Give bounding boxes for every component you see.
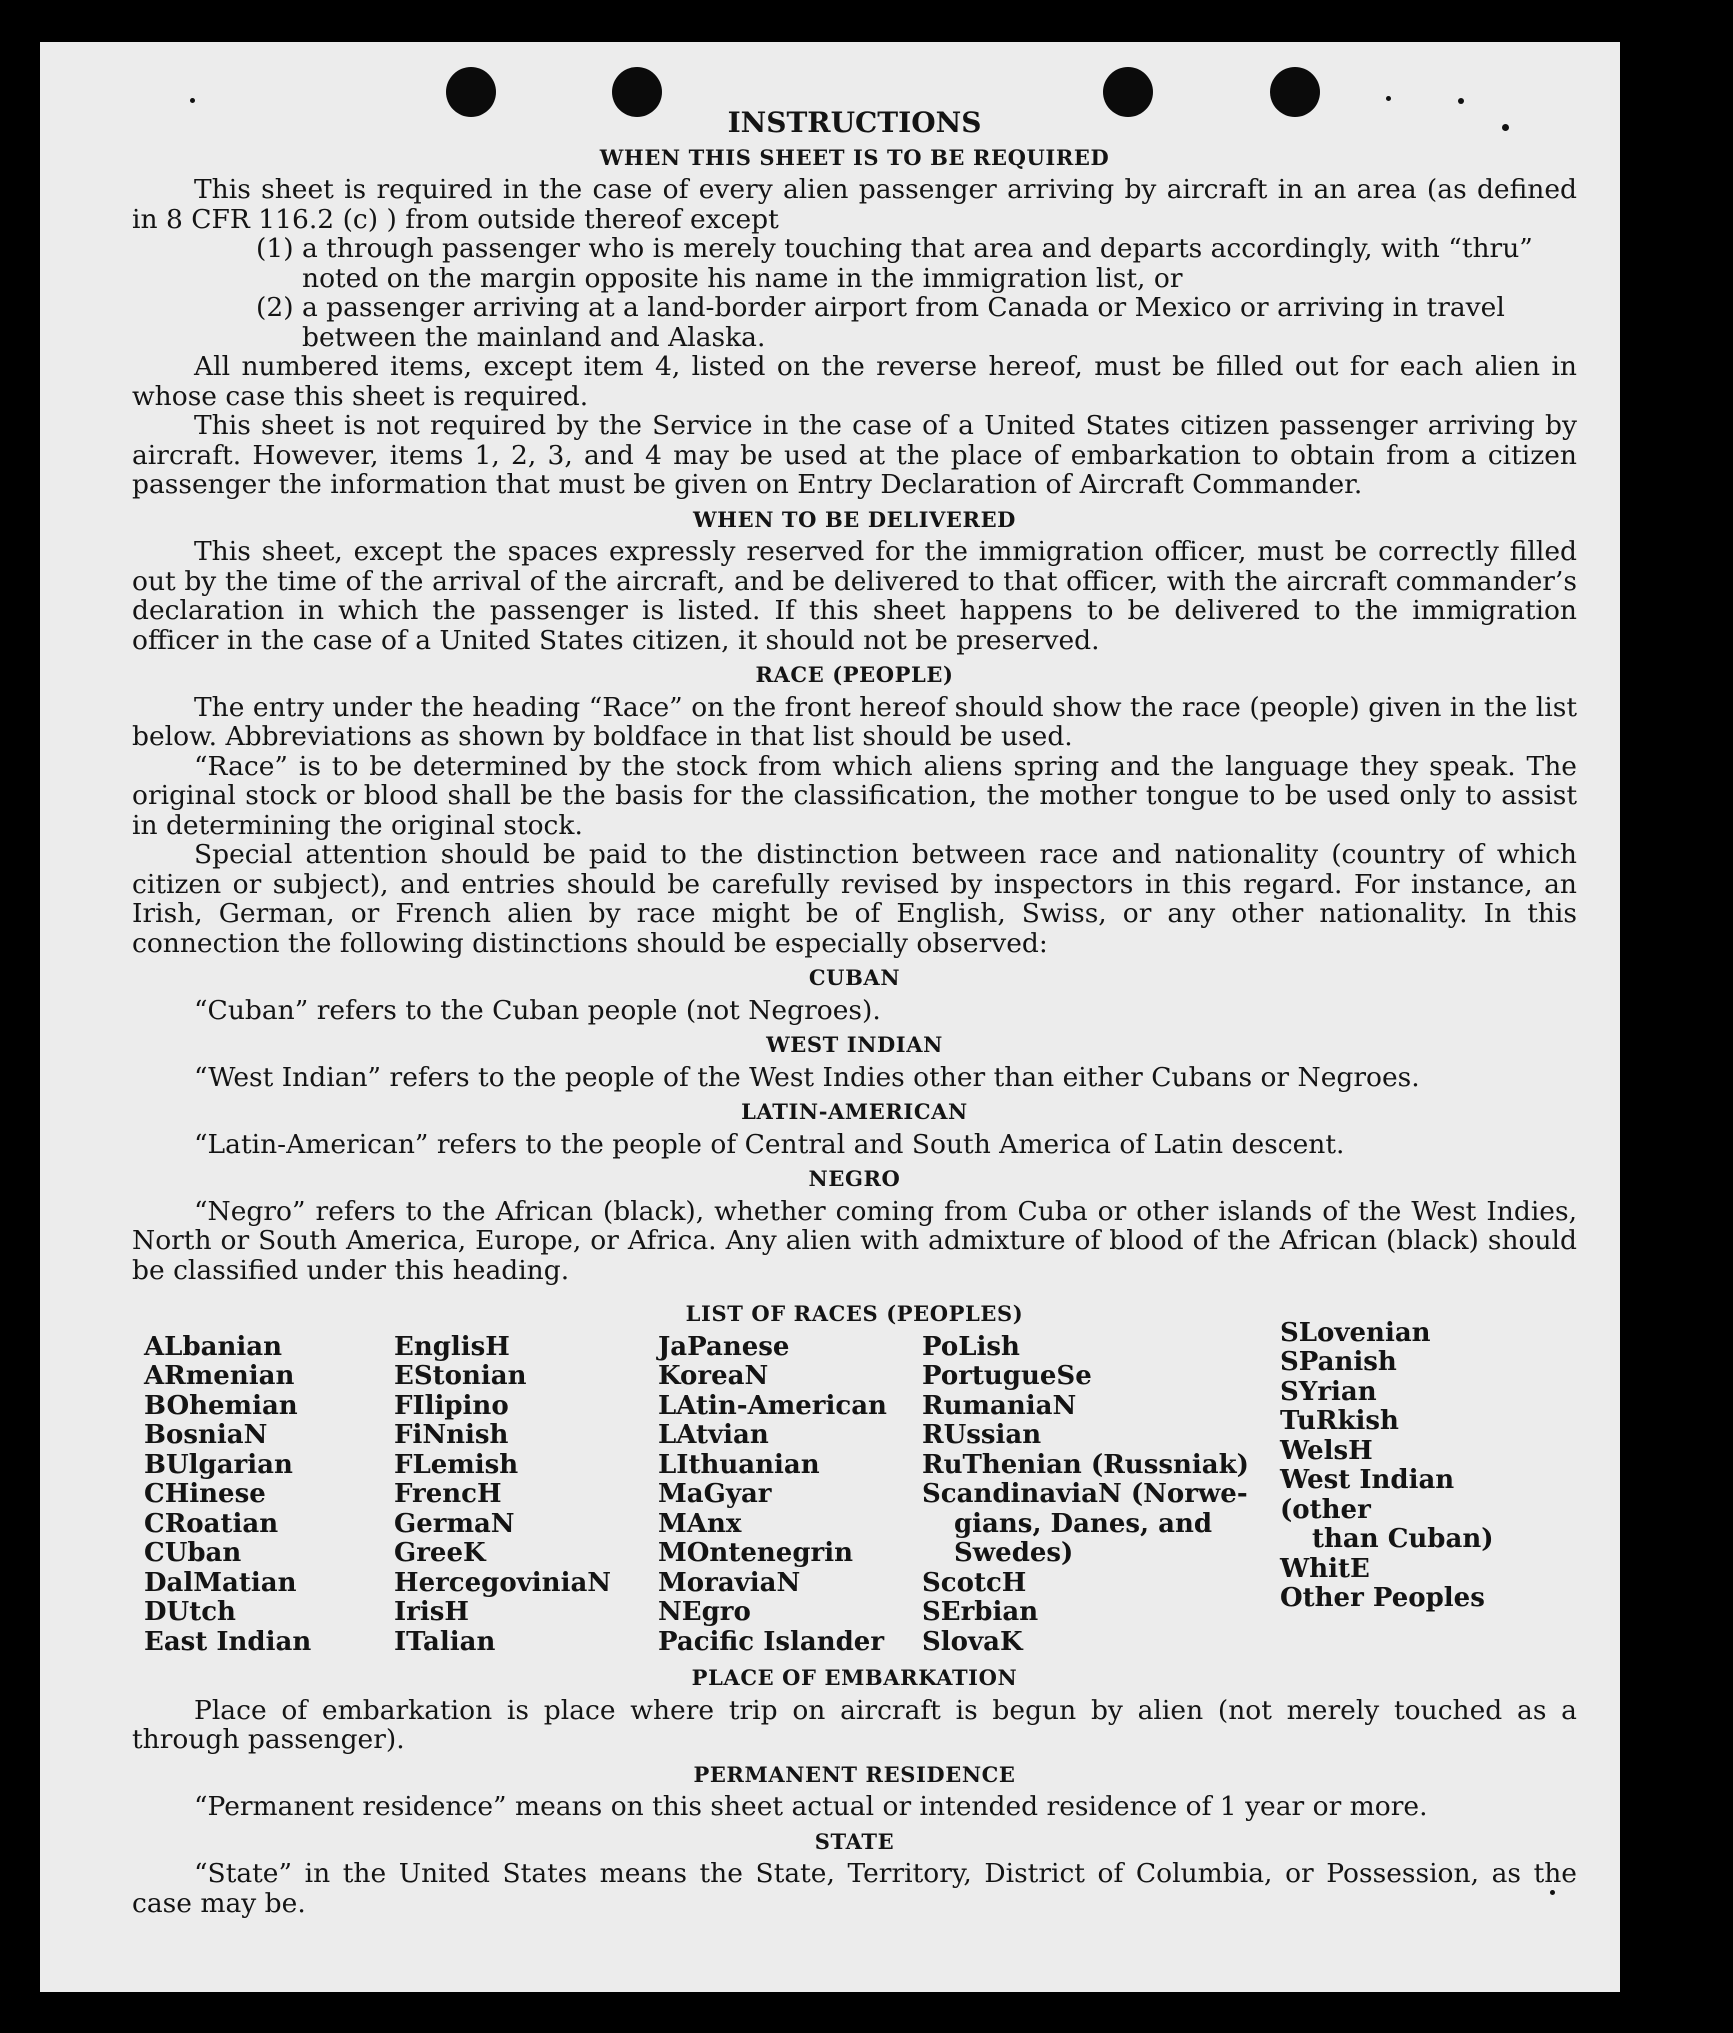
paragraph: The entry under the heading “Race” on the front hereof should show the race (people) given in the list below. Abbreviations as shown by boldface in that list should be used. — [132, 691, 1577, 752]
race-entry: NEgro — [658, 1597, 751, 1627]
race-group — [922, 1569, 1280, 1658]
paragraph: “Negro” refers to the African (black), whether coming from Cuba or other islands of the West Indies, North or South America, Europe, or Africa. Any alien with admixture of blood of the African (black) should be classified under this heading. — [132, 1195, 1577, 1286]
race-group — [1280, 1319, 1550, 1526]
paragraph: This sheet is not required by the Service in the case of a United States citizen passenger arriving by aircraft. However, items 1, 2, 3, and 4 may be used at the place of embarkation to obtain from a citizen passenger the information that must be given on Entry Declaration of Aircraft Commander. — [132, 410, 1577, 500]
race-entry: ScandinaviaN (Norwe- — [922, 1479, 1248, 1509]
speck — [190, 98, 195, 103]
race-entry: ScotcH — [922, 1567, 1027, 1598]
race-entry: SlovaK — [922, 1626, 1023, 1657]
speck — [1458, 98, 1464, 104]
race-entry: IrisH — [394, 1597, 469, 1627]
race-entry: FrencH — [394, 1479, 502, 1509]
section-heading: LIST OF RACES (PEOPLES) — [685, 1301, 1024, 1326]
race-entry: gians, Danes, and — [954, 1508, 1213, 1539]
race-entry: LAtin-American — [658, 1390, 887, 1421]
race-column — [658, 1333, 922, 1658]
race-entry: EnglisH — [394, 1331, 510, 1362]
paragraph: All numbered items, except item 4, listed on the reverse hereof, must be filled out for each alien in whose case this sheet is required. — [132, 351, 1577, 412]
race-entry: ARmenian — [144, 1361, 295, 1391]
race-entry: ALbanian — [144, 1331, 283, 1362]
race-entry: SPanish — [1280, 1347, 1397, 1377]
race-column — [394, 1333, 658, 1658]
race-entry: Pacific Islander — [658, 1626, 885, 1657]
race-entry: LAtvian — [658, 1420, 769, 1450]
race-entry: than Cuban) — [1312, 1524, 1494, 1554]
race-entry: HercegoviniaN — [394, 1567, 612, 1598]
race-entry: MoraviaN — [658, 1567, 801, 1598]
document-page — [40, 42, 1620, 1992]
race-entry: SErbian — [922, 1597, 1039, 1627]
race-group — [1280, 1525, 1550, 1555]
race-entry: CUban — [144, 1538, 242, 1568]
speck — [1386, 96, 1391, 101]
race-group — [922, 1510, 1280, 1569]
race-entry: FLemish — [394, 1449, 519, 1480]
paragraph: “Cuban” refers to the Cuban people (not Negroes). — [194, 994, 881, 1026]
race-entry: TuRkish — [1280, 1406, 1399, 1436]
race-entry: CRoatian — [144, 1508, 279, 1539]
race-entry: BUlgarian — [144, 1449, 293, 1480]
paragraph: “West Indian” refers to the people of the West Indies other than either Cubans or Negroes. — [194, 1061, 1420, 1093]
race-entry: GermaN — [394, 1508, 515, 1539]
section-heading: WHEN TO BE DELIVERED — [692, 506, 1016, 532]
section-heading: PLACE OF EMBARKATION — [691, 1665, 1018, 1690]
race-entry: SYrian — [1280, 1376, 1377, 1407]
paragraph: “Latin-American” refers to the people of Central and South America of Latin descent. — [194, 1128, 1345, 1160]
race-entry: RumaniaN — [922, 1390, 1077, 1421]
race-group — [922, 1333, 1280, 1510]
race-entry: MaGyar — [658, 1479, 772, 1509]
race-entry: GreeK — [394, 1538, 486, 1568]
race-entry: DUtch — [144, 1597, 236, 1627]
race-entry: SLovenian — [1280, 1317, 1431, 1348]
race-entry: BOhemian — [144, 1390, 298, 1421]
race-entry: CHinese — [144, 1479, 266, 1509]
race-entry: PortugueSe — [922, 1361, 1092, 1391]
section-heading: NEGRO — [808, 1166, 901, 1191]
race-entry: East Indian — [144, 1626, 312, 1657]
race-group — [1280, 1555, 1550, 1614]
paragraph: This sheet is required in the case of every alien passenger arriving by aircraft in an area (as defined in 8 CFR 116.2 (c) ) from outside thereof except — [132, 174, 1577, 235]
race-entry: WhitE — [1280, 1553, 1370, 1584]
race-column — [1280, 1319, 1550, 1658]
race-entry: FIlipino — [394, 1390, 509, 1421]
paragraph: This sheet, except the spaces expressly reserved for the immigration officer, must be correctly filled out by the time of the arrival of the aircraft, and be delivered to that officer, with the aircraft commander’s declaration in which the passenger is listed. If this sheet happens to be delivered to the immigration officer in the case of a United States citizen, it should not be preserved. — [132, 536, 1577, 656]
race-entry: KoreaN — [658, 1361, 769, 1391]
race-entry: ITalian — [394, 1626, 496, 1657]
race-entry: RuThenian (Russniak) — [922, 1449, 1249, 1480]
race-column — [922, 1333, 1280, 1658]
race-entry: Swedes) — [954, 1538, 1074, 1568]
race-entry: MAnx — [658, 1508, 742, 1539]
race-entry: DalMatian — [144, 1567, 297, 1598]
race-entry: FiNnish — [394, 1420, 509, 1450]
race-column — [144, 1333, 394, 1658]
race-entry: LIthuanian — [658, 1449, 820, 1480]
race-entry: EStonian — [394, 1361, 527, 1391]
section-heading: WHEN THIS SHEET IS TO BE REQUIRED — [599, 144, 1110, 170]
race-list — [144, 1317, 1577, 1658]
race-entry: JaPanese — [658, 1331, 790, 1362]
paragraph: “Race” is to be determined by the stock from which aliens spring and the language they speak. The original stock or blood shall be the basis for the classification, the mother tongue to be used only to assist in determining the original stock. — [132, 750, 1577, 841]
instructions-text — [132, 108, 1577, 1918]
race-entry: WelsH — [1280, 1435, 1373, 1466]
paragraph: “State” in the United States means the State, Territory, District of Columbia, or Possession, as the case may be. — [132, 1858, 1577, 1919]
list-item: (2) a passenger arriving at a land-border airport from Canada or Mexico or arriving in travel between the mainland and Alaska. — [256, 292, 1505, 353]
race-entry: Other Peoples — [1280, 1583, 1485, 1613]
section-heading: CUBAN — [808, 965, 901, 990]
race-entry: West Indian (other — [1280, 1465, 1455, 1525]
paragraph: “Permanent residence” means on this sheet actual or intended residence of 1 year or more. — [194, 1791, 1428, 1822]
race-entry: RUssian — [922, 1420, 1042, 1450]
section-heading: LATIN-AMERICAN — [741, 1099, 968, 1124]
paragraph: Special attention should be paid to the distinction between race and nationality (country of which citizen or subject), and entries should be carefully revised by inspectors in this regard. For instance, an Irish, German, or French alien by race might be of English, Swiss, or any other nationality. In this connection the following distinctions should be especially observed: — [132, 839, 1577, 959]
race-entry: MOntenegrin — [658, 1538, 853, 1568]
paragraph: Place of embarkation is place where trip on aircraft is begun by alien (not merely touched as a through passenger). — [132, 1694, 1577, 1755]
list-item: (1) a through passenger who is merely touching that area and departs accordingly, with “thru” noted on the margin opposite his name in the immigration list, or — [256, 233, 1533, 294]
section-heading: STATE — [814, 1828, 895, 1854]
race-entry: BosniaN — [144, 1420, 268, 1450]
page-title: INSTRUCTIONS — [727, 106, 982, 139]
race-entry: PoLish — [922, 1331, 1020, 1362]
section-heading: PERMANENT RESIDENCE — [693, 1761, 1016, 1787]
section-heading: WEST INDIAN — [766, 1032, 943, 1057]
section-heading: RACE (PEOPLE) — [755, 662, 954, 687]
